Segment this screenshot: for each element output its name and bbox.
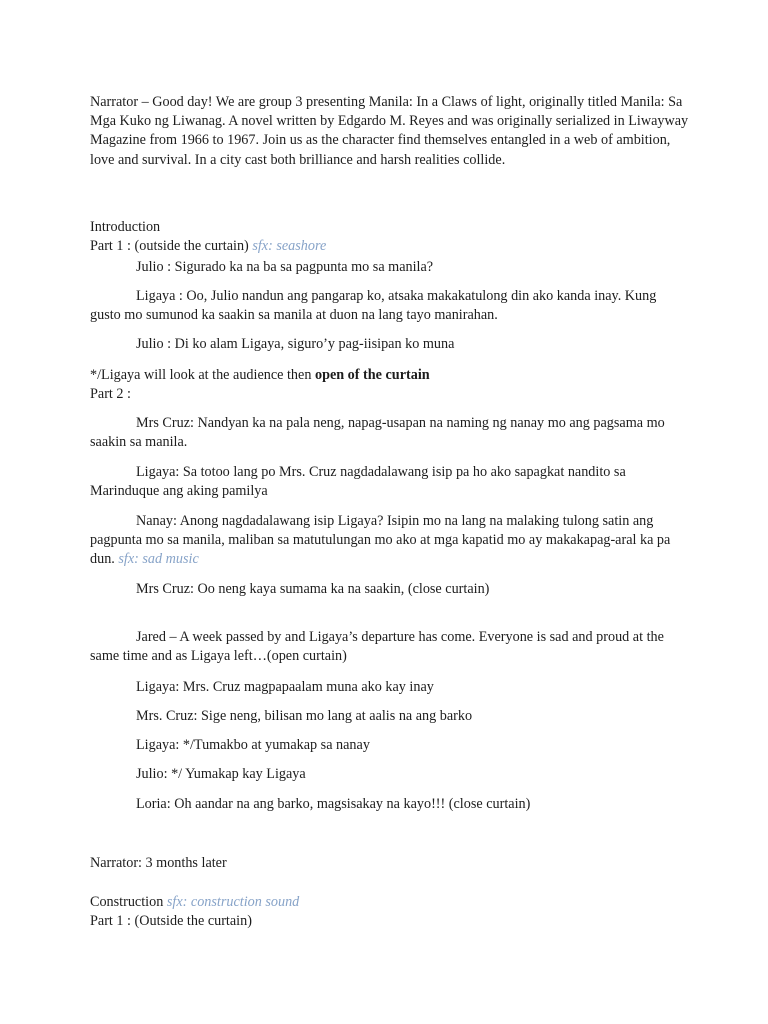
part1-label: Part 1 : (outside the curtain): [90, 238, 249, 254]
loria-line: Loria: Oh aandar na ang barko, magsisakay na kayo!!! (close curtain): [136, 796, 531, 812]
ligaya-line-2: Ligaya: Sa totoo lang po Mrs. Cruz nagdadalawang isip pa ho ako sapagkat nandito sa Marinduque ang aking pamilya: [90, 464, 626, 500]
stage-direction-1: [90, 366, 430, 385]
introduction-heading: Introduction: [90, 219, 161, 235]
narrator-intro: Narrator – Good day! We are group 3 presenting Manila: In a Claws of light, originally titled Manila: Sa Mga Kuko ng Liwanag. A novel written by Edgardo M. Reyes and was originally serialized in Liwayway Magazine from 1966 to 1967. Join us as the character find themselves entangled in a web of ambition, love and survival. In a city cast both brilliance and harsh realities collide.: [90, 94, 689, 168]
julio-line-1: Julio : Sigurado ka na ba sa pagpunta mo sa manila?: [136, 259, 434, 275]
ligaya-line-3: Ligaya: Mrs. Cruz magpapaalam muna ako kay inay: [136, 679, 434, 695]
mrs-cruz-line-2: Mrs Cruz: Oo neng kaya sumama ka na saakin, (close curtain): [136, 581, 490, 597]
nanay-line-text: Nanay: Anong nagdadalawang isip Ligaya? Isipin mo na lang na malaking tulong satin ang pagpunta mo sa manila, maliban sa matutulungan mo ako at mga kapatid mo ay makakapag-aral ka pa dun.: [90, 513, 671, 568]
mrs-cruz-line-3: Mrs. Cruz: Sige neng, bilisan mo lang at aalis na ang barko: [136, 708, 473, 724]
part1-construction: Part 1 : (Outside the curtain): [90, 913, 252, 929]
ligaya-line-1: Ligaya : Oo, Julio nandun ang pangarap ko, atsaka makakatulong din ako kanda inay. Kung gusto mo sumunod ka saakin sa manila at duon na lang tayo manirahan.: [90, 288, 657, 324]
part2-label: Part 2 :: [90, 386, 131, 402]
construction-line: [90, 893, 299, 912]
stage-direction-text: */Ligaya will look at the audience then: [90, 367, 312, 383]
construction-label: Construction: [90, 894, 164, 910]
julio-line-3: Julio: */ Yumakap kay Ligaya: [136, 766, 306, 782]
construction-sfx: sfx: construction sound: [166, 894, 300, 910]
jared-line: Jared – A week passed by and Ligaya’s departure has come. Everyone is sad and proud at the same time and as Ligaya left…(open curtain): [90, 629, 664, 665]
part1-sfx: sfx: seashore: [252, 238, 327, 254]
part1-line: [90, 237, 326, 256]
nanay-sfx: sfx: sad music: [118, 551, 199, 568]
julio-line-2: Julio : Di ko alam Ligaya, siguro’y pag-iisipan ko muna: [136, 336, 455, 352]
ligaya-line-4: Ligaya: */Tumakbo at yumakap sa nanay: [136, 737, 370, 753]
stage-direction-bold: open of the curtain: [314, 367, 430, 383]
mrs-cruz-line-1: Mrs Cruz: Nandyan ka na pala neng, napag-usapan na naming ng nanay mo ang pagsama mo saakin sa manila.: [90, 415, 665, 451]
narrator-later: Narrator: 3 months later: [90, 855, 227, 871]
nanay-line: [90, 512, 690, 570]
